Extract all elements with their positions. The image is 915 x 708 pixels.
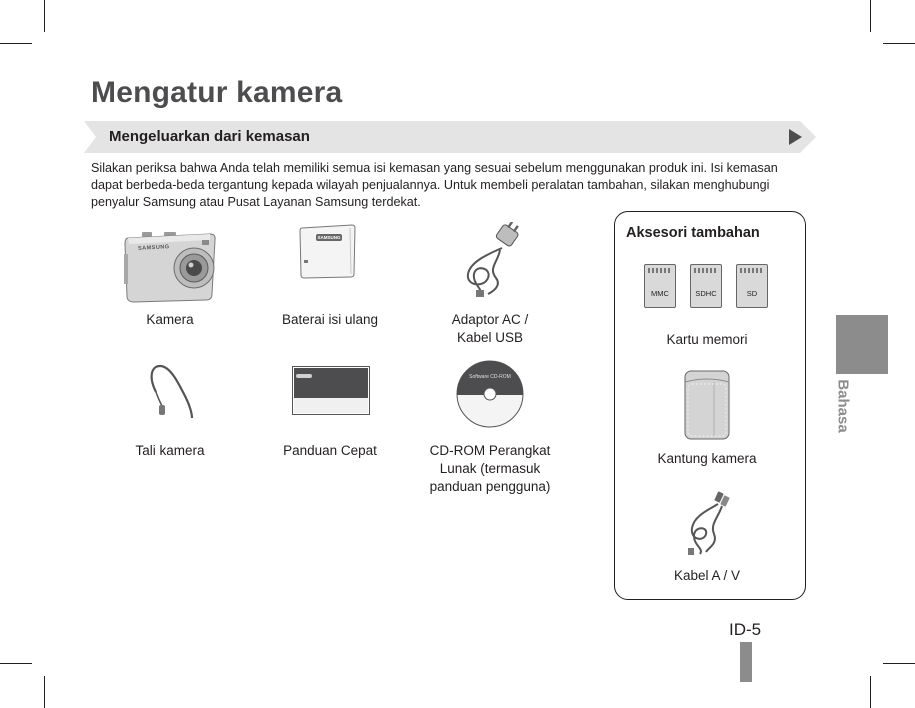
- battery-icon: [298, 222, 358, 280]
- page-marker-bar: [740, 642, 752, 682]
- page-number: ID-5: [729, 620, 762, 639]
- av-cable-icon: [684, 490, 732, 556]
- item-label: Kartu memori: [666, 332, 748, 347]
- crop-mark: [0, 663, 32, 664]
- memory-card: [644, 264, 676, 308]
- crop-mark: [870, 0, 871, 32]
- crop-mark: [883, 43, 915, 44]
- card-label: SD: [746, 289, 758, 298]
- item-label: Adaptor AC / Kabel USB: [451, 312, 529, 345]
- camera-case-item: [684, 370, 730, 440]
- quick-guide-icon: [292, 366, 370, 418]
- battery-item: [298, 222, 358, 280]
- crop-mark: [870, 676, 871, 708]
- strap-item: [142, 362, 202, 424]
- crop-mark: [44, 676, 45, 708]
- adapter-item: [458, 222, 520, 298]
- camera-case-icon: [684, 370, 730, 440]
- crop-mark: [883, 663, 915, 664]
- strap-icon: [142, 362, 202, 424]
- quick-guide-item: [292, 366, 370, 418]
- item-label: Tali kamera: [135, 443, 205, 458]
- av-cable-item: [684, 490, 732, 556]
- item-label: CD-ROM Perangkat Lunak (termasuk panduan pengguna): [429, 443, 551, 494]
- language-tab-marker: [836, 315, 888, 374]
- memory-card: [736, 264, 768, 308]
- language-tab-label: Bahasa: [834, 379, 852, 433]
- memory-card-icon: [644, 264, 774, 310]
- card-label: MMC: [651, 289, 669, 298]
- camera-brand: SAMSUNG: [137, 244, 170, 252]
- ac-adapter-icon: [458, 222, 520, 298]
- intro-paragraph: Silakan periksa bahwa Anda telah memiliki semua isi kemasan yang sesuai sebelum menggunakan produk ini. Isi kemasan dapat berbeda-beda tergantung kepada wilayah penjualannya. Untuk membeli peralatan tambahan, silakan menghubungi penyalur Samsung atau Pusat Layanan Samsung terdekat.: [91, 161, 778, 209]
- cd-rom-icon: [455, 359, 525, 429]
- crop-mark: [0, 43, 32, 44]
- camera-item: [122, 224, 218, 304]
- page-title: Mengatur kamera: [91, 76, 343, 109]
- item-label: Panduan Cepat: [283, 443, 377, 458]
- crop-mark: [44, 0, 45, 32]
- camera-icon: [122, 224, 218, 304]
- item-label: Baterai isi ulang: [281, 312, 379, 327]
- cd-rom-item: [455, 359, 525, 429]
- disc-label: Software CD-ROM: [469, 374, 511, 380]
- memory-card: [690, 264, 722, 308]
- card-label: SDHC: [695, 289, 717, 298]
- section-heading: Mengeluarkan dari kemasan: [109, 128, 310, 145]
- item-label: Kabel A / V: [673, 568, 741, 583]
- battery-brand: SAMSUNG: [317, 235, 341, 240]
- accessories-title: Aksesori tambahan: [626, 225, 760, 241]
- item-label: Kamera: [146, 312, 194, 327]
- item-label: Kantung kamera: [657, 451, 757, 466]
